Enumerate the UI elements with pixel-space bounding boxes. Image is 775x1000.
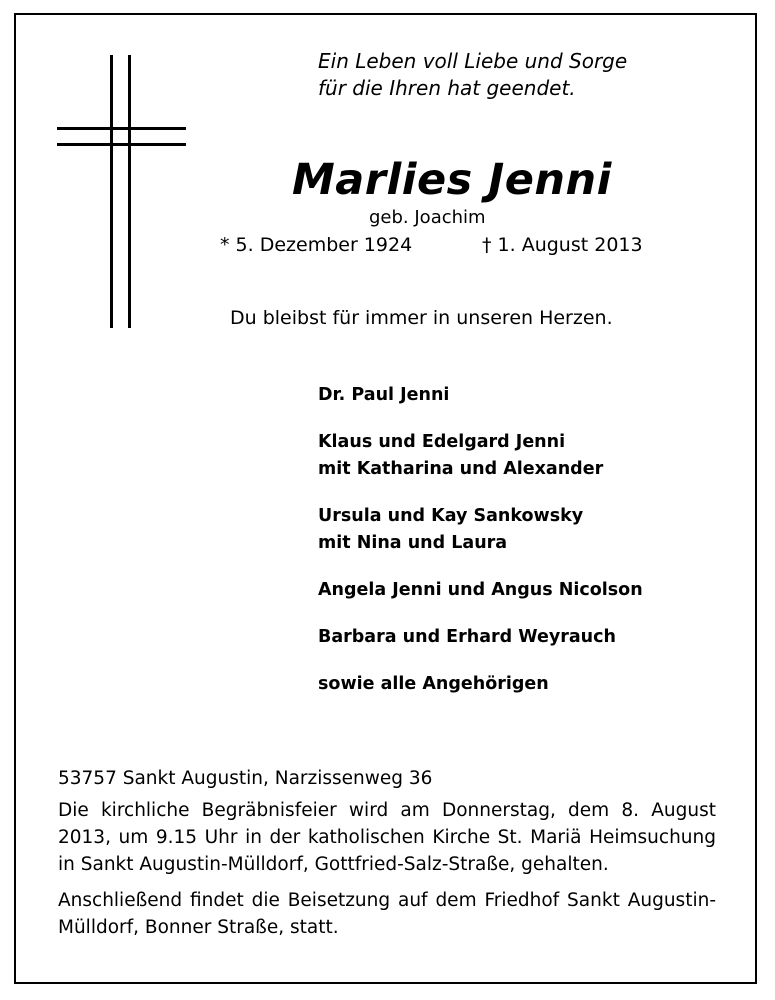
ceremony-text: Die kirchliche Begräbnisfeier wird am Donnerstag, dem 8. August 2013, um 9.15 Uhr in der katholischen Kirche St. Mariä Heimsuchung in Sankt Augustin-Mülldorf, Gottfried-Salz-Straße, gehalten. bbox=[58, 800, 716, 875]
birth-name: geb. Joachim bbox=[369, 207, 486, 228]
mourner-entry: Ursula und Kay Sankowsky mit Nina und Laura bbox=[318, 506, 584, 553]
mourner-entry: Angela Jenni und Angus Nicolson bbox=[318, 580, 643, 600]
birth-date: * 5. Dezember 1924 bbox=[220, 234, 413, 256]
death-date: † 1. August 2013 bbox=[482, 234, 643, 256]
mourner-entry: Klaus und Edelgard Jenni mit Katharina und Alexander bbox=[318, 432, 604, 479]
footer-info bbox=[58, 765, 716, 950]
motto: Du bleibst für immer in unseren Herzen. bbox=[230, 307, 613, 329]
quote bbox=[318, 48, 627, 102]
burial-text: Anschließend findet die Beisetzung auf dem Friedhof Sankt Augustin-Mülldorf, Bonner Straße, statt. bbox=[58, 890, 716, 938]
deceased-name: Marlies Jenni bbox=[292, 155, 612, 205]
address: 53757 Sankt Augustin, Narzissenweg 36 bbox=[58, 768, 433, 789]
mourner-entry: Dr. Paul Jenni bbox=[318, 385, 450, 405]
mourners-list bbox=[318, 382, 643, 698]
quote-line-2: für die Ihren hat geendet. bbox=[318, 76, 576, 100]
mourner-entry: Barbara und Erhard Weyrauch bbox=[318, 627, 616, 647]
quote-line-1: Ein Leben voll Liebe und Sorge bbox=[318, 49, 628, 73]
mourner-entry: sowie alle Angehörigen bbox=[318, 674, 549, 694]
